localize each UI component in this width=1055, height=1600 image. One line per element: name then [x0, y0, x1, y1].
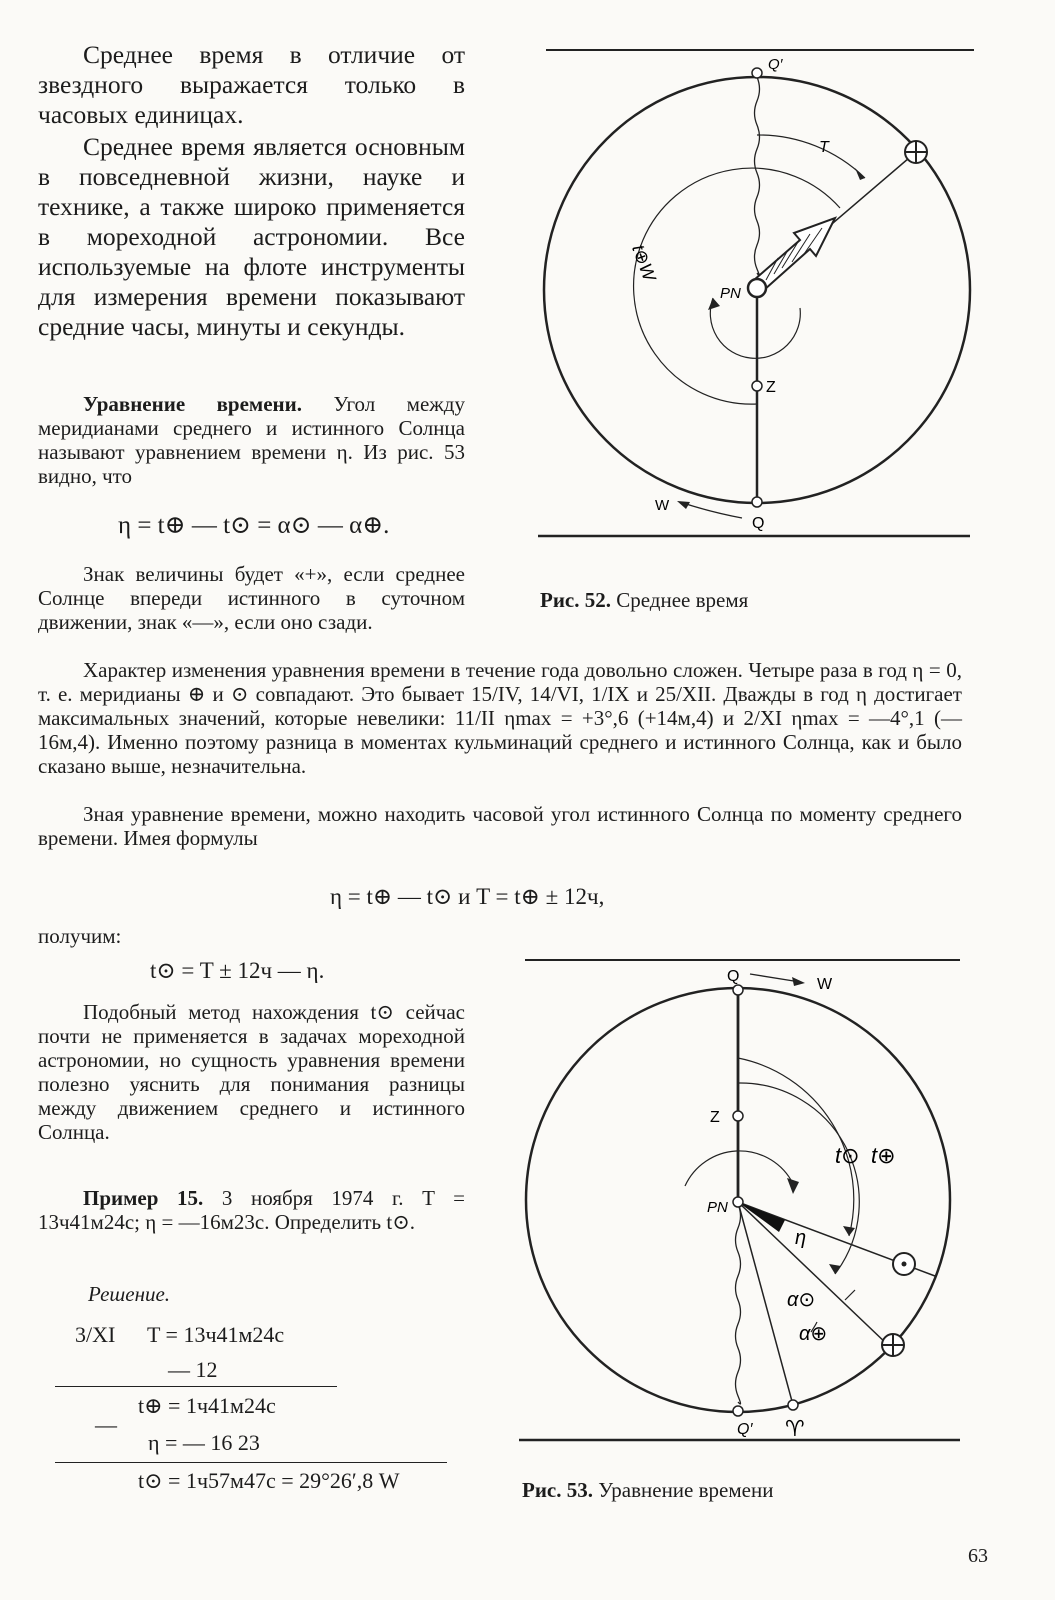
solution-result: t⊙ = 1ч57м47с = 29°26′,8 W [138, 1468, 400, 1493]
figure-53-diagram [515, 950, 970, 1450]
fig53-q-prime-point [733, 1406, 743, 1416]
formula-t-sun: t⊙ = T ± 12ч — η. [150, 958, 325, 983]
fig53-label-w: W [817, 976, 833, 993]
paragraph-yearly-variation: Характер изменения уравнения времени в течение года довольно сложен. Четыре раза в год η = 0, т. е. меридианы ⊕ и ⊙ совпадают. Это бывает 15/IV, 14/VI, 1/IX и 25/XII. Дважды в год η достигает максимальных значений, которые невелики: 11/II ηmax = +3°,6 (+14м,4) и 2/XI ηmax = —4°,1 (—16м,4). Именно поэтому разница в моментах кульминаций среднего и истинного Солнца, как и было сказано выше, незначительна. [38, 658, 962, 778]
figure-52-diagram [530, 40, 980, 550]
fig53-rotation-arrowhead [787, 1178, 799, 1194]
paragraph-method: Подобный метод нахождения t⊙ сейчас почти не применяется в задачах мореходной астрономии, но сущность уравнения времени полезно уяснить для понимания разницы между движением среднего и истинного Солнца. [38, 1000, 465, 1144]
fig52-label-q-prime: Q′ [768, 56, 783, 73]
paragraph-equation-definition [38, 392, 465, 488]
solution-rule-2 [55, 1462, 447, 1463]
fig53-true-sun-symbol [893, 1253, 915, 1275]
fig53-label-pn: PN [707, 1199, 728, 1216]
fig53-mean-sun-symbol [882, 1334, 904, 1356]
solution-rule-1 [55, 1386, 337, 1387]
fig52-zenith-point [752, 381, 762, 391]
paragraph-sign-rule: Знак величины будет «+», если среднее Солнце впереди истинного в суточном движении, знак «—», если оно сзади. [38, 562, 465, 634]
fig53-aries-point [788, 1400, 798, 1410]
solution-label: Решение. [88, 1282, 171, 1306]
fig52-label-tw: t⊕W [628, 241, 660, 284]
fig53-label-q-prime: Q′ [737, 1421, 753, 1438]
fig52-wavy-meridian [755, 77, 760, 276]
formula-eta: η = t⊕ — t⊙ = α⊙ — α⊕. [118, 512, 390, 539]
fig52-t-arc [757, 135, 865, 178]
fig52-pole-circle [748, 279, 766, 297]
solution-line-t: T = 13ч41м24с [147, 1322, 285, 1347]
solution-minus-sign: — [95, 1412, 117, 1437]
fig53-t-sun-arrowhead [843, 1226, 855, 1236]
fig53-alpha-sun-arrow [845, 1290, 855, 1300]
equation-definition-text: Угол между меридианами среднего и истинного Солнца называют уравнением времени η. Из рис. 53 видно, что [38, 392, 465, 488]
fig52-rotation-arrowhead [708, 298, 720, 310]
fig52-caption-text: Среднее время [616, 588, 749, 612]
fig53-wavy-meridian [736, 1204, 741, 1404]
fig52-caption [540, 588, 748, 613]
section-heading-equation: Уравнение времени. [83, 392, 302, 416]
example-heading: Пример 15. [83, 1186, 204, 1210]
solution-line-t-mean: t⊕ = 1ч41м24с [138, 1393, 276, 1418]
fig53-caption-number: Рис. 53. [522, 1478, 593, 1502]
fig53-caption [522, 1478, 773, 1503]
fig52-label-q: Q [752, 515, 765, 532]
fig52-hatched-arrow [754, 218, 835, 290]
fig53-pole-point [733, 1197, 743, 1207]
fig53-label-alpha-mean: α⊕ [799, 1323, 828, 1345]
fig52-mean-sun-symbol [905, 141, 927, 163]
fig53-label-t-mean: t⊕ [871, 1143, 896, 1168]
paragraph-mean-time-usage: Среднее время является основным в повседневной жизни, науке и технике, а также широко применяется в мореходной астрономии. Все используемые на флоте инструменты для измерения времени показывают средние часы, минуты и секунды. [38, 132, 465, 341]
example-text: 3 ноября 1974 г. T = 13ч41м24с; η = —16м23с. Определить t⊙. [38, 1186, 466, 1234]
fig53-caption-text: Уравнение времени [598, 1478, 774, 1502]
fig53-label-alpha-sun: α⊙ [787, 1289, 816, 1311]
fig53-q-point [733, 985, 743, 995]
fig53-label-q: Q [727, 968, 740, 985]
fig52-label-z: Z [766, 379, 776, 396]
fig52-q-point [752, 497, 762, 507]
solution-line-minus-12: — 12 [168, 1357, 218, 1382]
fig53-w-arrowhead [792, 977, 805, 986]
we-get-label: получим: [38, 924, 122, 948]
fig52-w-arrow-line [680, 502, 742, 518]
fig52-w-arrowhead [677, 501, 690, 509]
example-paragraph [38, 1186, 465, 1234]
fig53-zenith-point [733, 1111, 743, 1121]
solution-date: 3/XI [75, 1322, 116, 1347]
fig53-label-eta: η [795, 1227, 807, 1249]
solution-line-eta: η = — 16 23 [148, 1430, 260, 1455]
fig52-rotation-arc [710, 298, 800, 358]
fig52-label-pn: PN [720, 285, 741, 302]
fig53-label-t-sun: t⊙ [835, 1143, 860, 1168]
fig53-label-aries: ♈ [785, 1416, 805, 1441]
fig53-label-z: Z [710, 1109, 720, 1126]
paragraph-knowing-equation: Зная уравнение времени, можно находить часовой угол истинного Солнца по моменту среднего времени. Имея формулы [38, 802, 962, 850]
fig52-label-t: T [819, 139, 829, 156]
fig53-aries-meridian [738, 1202, 793, 1405]
fig52-t-arrowhead [855, 168, 865, 180]
fig52-q-prime-point [752, 68, 762, 78]
paragraph-mean-time-units: Среднее время в отличие от звездного выражается только в часовых единицах. [38, 40, 465, 129]
formula-eta-and-t: η = t⊕ — t⊙ и T = t⊕ ± 12ч, [330, 884, 605, 909]
fig52-label-w: W [655, 497, 670, 514]
fig52-caption-number: Рис. 52. [540, 588, 611, 612]
page-number: 63 [968, 1545, 988, 1567]
